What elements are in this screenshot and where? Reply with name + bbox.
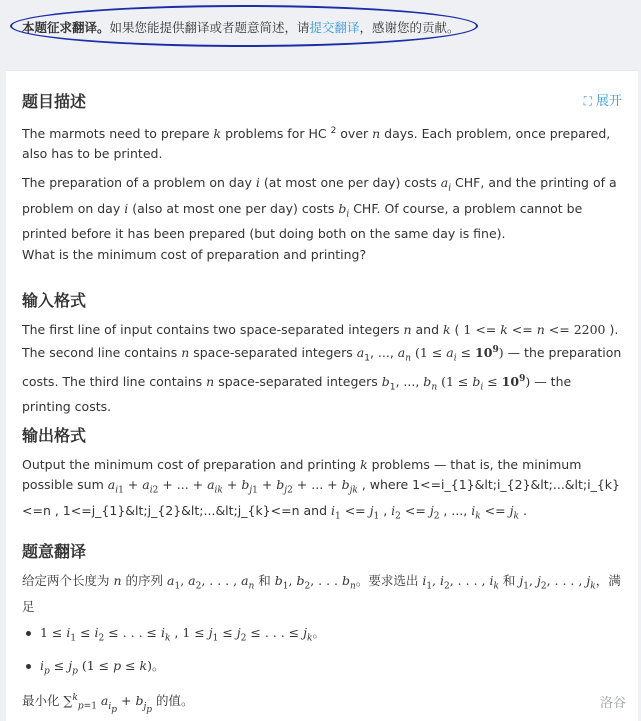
notice-text <box>22 18 460 36</box>
translation-title: 题意翻译 <box>22 542 87 561</box>
output-title: 输出格式 <box>22 426 87 445</box>
desc-paragraph-3: What is the minimum cost of preparation and printing? <box>22 247 367 262</box>
bullet <box>26 664 31 669</box>
input-title: 输入格式 <box>22 291 87 310</box>
output-paragraph: Output the minimum cost of preparation and printing k problems — that is, the minimum possible sum $a_{i1} + a_{i2}$ + ... + $a_{ik} + b_{j1} + b_{j2}$ + ... + $b_{jk}$ , where 1<=i_{1}&lt;i_{2}&lt;...&lt;i_{k}<=n , 1<=j_{1}&lt;j_{2}&lt;...&lt;j_{k}<=n and $i_1 <= j_1$ , $i_2 <= j_2$ , ..., $i_k <= j_k$ . <box>22 457 620 521</box>
translation-paragraph-2: 最小化 ∑$^k_{p=1}$ $a_{i_p} + b_{j_p}$ 的值。 <box>22 693 194 715</box>
input-paragraph: The first line of input contains two space-separated integers n and k ( 1 <= k <= n <= 2200 ). The second line contains n space-separated integers $a_1$, ..., $a_n$ $(1 \le a_i \le 10^9)$ — the preparation costs. The third line contains n space-separated integers $b_1$, ..., $b_n$ $(1 \le b_i \le 10^9)$ — the printing costs. <box>22 322 622 415</box>
desc-paragraph-1: The marmots need to prepare k problems for HC $^2$ over n days. Each problem, once prepared, also has to be printed. <box>22 126 611 162</box>
notice-body: 如果您能提供翻译或者题意简述，请 <box>109 20 310 35</box>
bullet <box>26 631 31 636</box>
expand-button[interactable] <box>584 90 622 109</box>
luogu-watermark: 洛谷 <box>599 696 626 711</box>
notice-bold: 本题征求翻译。 <box>22 20 110 35</box>
expand-label: 展开 <box>595 94 622 109</box>
desc-paragraph-2: The preparation of a problem on day i (at most one per day) costs $a_i$ CHF, and the printing of a problem on day i (also at most one per day) costs $b_i$ CHF. Of course, a problem cannot be printed before it has been prepared (but doing both on the same day is fine). <box>22 175 617 241</box>
translation-list-item-1: $1 \le i_1 \le i_2$ ≤ . . . ≤ $i_k$ , $1 \le j_1 \le j_2$ ≤ . . . ≤ $j_k$。 <box>26 623 325 644</box>
expand-icon: ⛶ <box>583 94 592 108</box>
desc-title: 题目描述 <box>22 92 87 111</box>
translation-notice <box>0 0 641 60</box>
translation-list-item-2: $i_p \le j_p$ (1 ≤ p ≤ k)。 <box>26 656 165 677</box>
translation-paragraph-1: 给定两个长度为 n 的序列 $a_1$, $a_2$, . . . , $a_n$ 和 $b_1$, $b_2$, . . . $b_n$。要求选出 $i_1$, $i_2$, . . . , $i_k$ 和 $j_1$, $j_2$, . . . , $j_k$，满足 <box>22 573 621 614</box>
problem-card <box>6 70 638 721</box>
submit-translation-link[interactable]: 提交翻译 <box>309 20 360 35</box>
notice-tail: ，感谢您的贡献。 <box>359 20 460 35</box>
